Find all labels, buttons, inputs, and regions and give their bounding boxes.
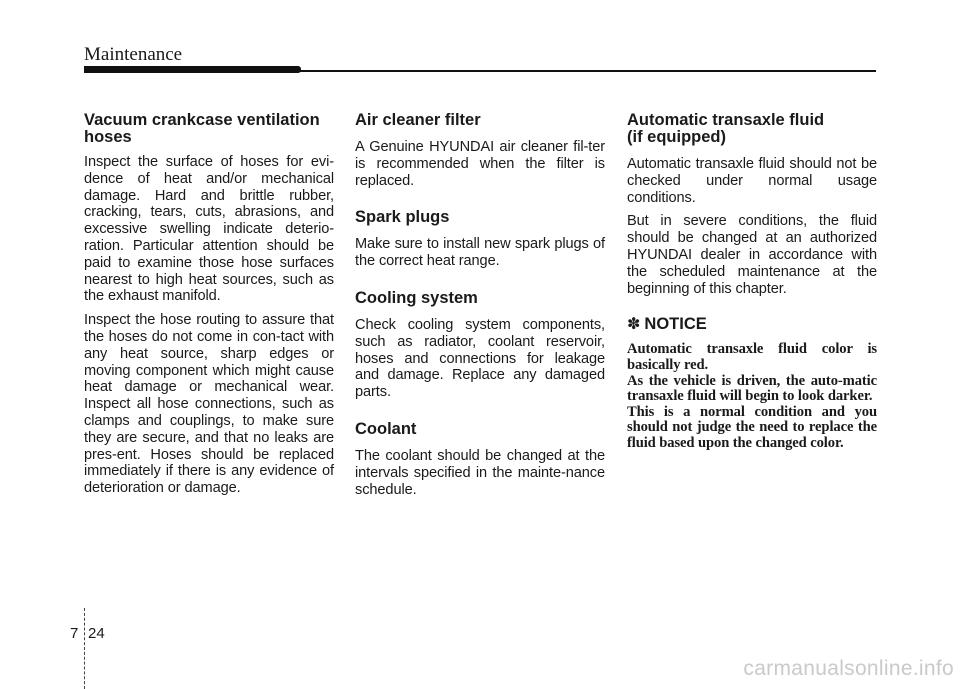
heading-air-cleaner: Air cleaner filter (355, 111, 481, 129)
heading-cooling-system: Cooling system (355, 288, 478, 307)
heading-coolant: Coolant (355, 419, 417, 438)
heading-transaxle-fluid (627, 112, 877, 146)
paragraph: Check cooling system components, such as radiator, coolant reservoir, hoses and connections for leakage and damage. Replace any damaged parts. (355, 316, 605, 401)
paragraph: Inspect the surface of hoses for evi-dence of heat and/or mechanical damage. Hard and brittle rubber, cracking, tears, cuts, abrasions, and excessive swelling indicate deterio-ration. Particular attention should be paid to examine those hose surfaces nearest to high heat sources, such as the exhaust manifold. (84, 154, 334, 305)
heading-line: (if equipped) (627, 128, 726, 146)
footer-divider (84, 608, 86, 689)
chapter-number: 7 (70, 625, 79, 642)
notice-title (627, 315, 877, 334)
watermark: carmanualsonline.info (743, 657, 954, 680)
section-title: Maintenance (84, 44, 183, 65)
column-2 (355, 112, 605, 505)
notice-label: NOTICE (644, 315, 707, 334)
notice-text: Automatic transaxle fluid color is basically red. (627, 341, 877, 373)
paragraph: Make sure to install new spark plugs of the correct heat range. (355, 236, 605, 270)
column-1 (84, 112, 334, 504)
paragraph: Inspect the hose routing to assure that the hoses do not come in con-tact with any heat source, sharp edges or moving component which might cause heat damage or mechanical wear. Inspect all hose connections, such as clamps and couplings, to make sure they are secure, and that no leaks are pres-ent. Hoses should be replaced immediately if there is any evidence of deterioration or damage. (84, 312, 334, 497)
paragraph: But in severe conditions, the fluid should be changed at an authorized HYUNDAI dealer in accordance with the scheduled maintenance at the beginning of this chapter. (627, 213, 877, 297)
notice-text: This is a normal condition and you should not judge the need to replace the fluid based upon the changed color. (627, 403, 877, 451)
paragraph: Automatic transaxle fluid should not be checked under normal usage conditions. (627, 156, 877, 206)
heading-spark-plugs: Spark plugs (355, 208, 450, 227)
header-rule-thick (84, 66, 301, 73)
heading-vacuum-hoses: Vacuum crankcase ventilation hoses (84, 111, 320, 146)
notice-text: As the vehicle is driven, the auto-matic transaxle fluid will begin to look darker. (627, 372, 877, 405)
page-number: 24 (88, 625, 105, 642)
paragraph: A Genuine HYUNDAI air cleaner fil-ter is recommended when the filter is replaced. (355, 139, 605, 189)
paragraph: The coolant should be changed at the intervals specified in the mainte-nance schedule. (355, 447, 605, 498)
heading-line: Automatic transaxle fluid (627, 111, 825, 129)
asterisk-icon: ✽ (627, 315, 641, 333)
header-rule-thin (296, 70, 876, 72)
column-3 (627, 112, 877, 452)
